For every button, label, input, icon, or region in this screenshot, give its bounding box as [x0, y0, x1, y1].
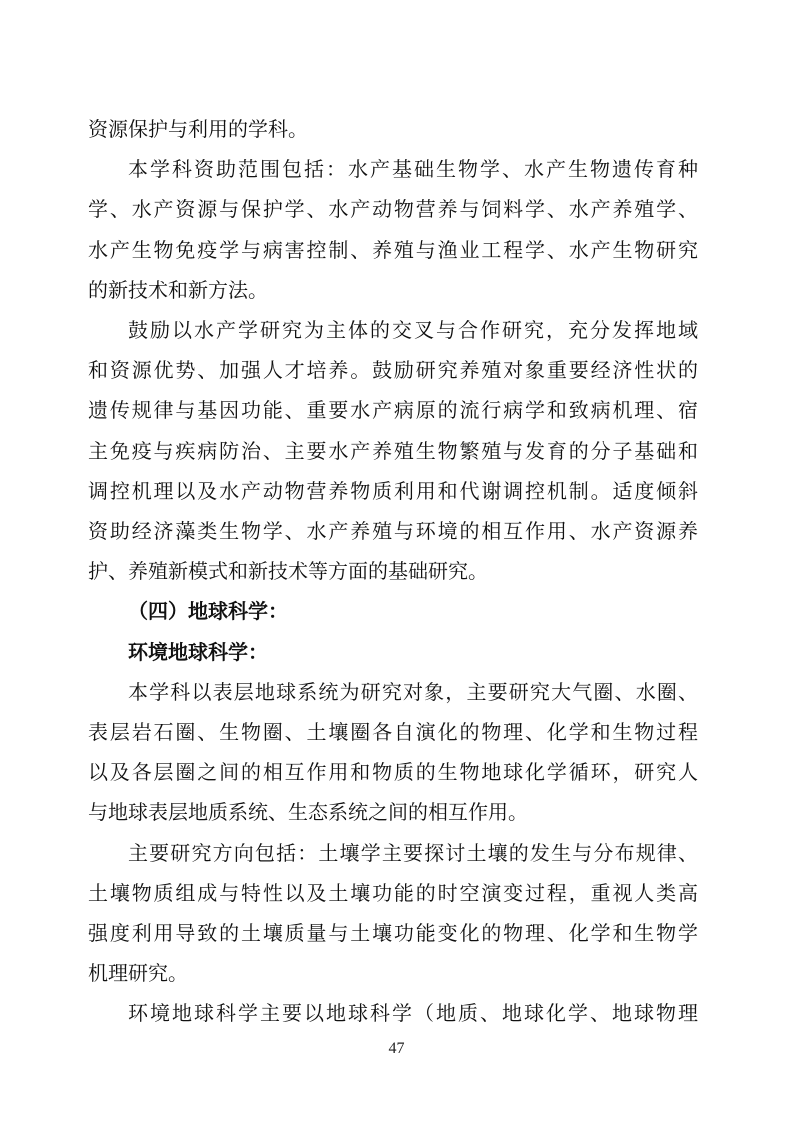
paragraph-line: 学、水产资源与保护学、水产动物营养与饲料学、水产养殖学、 — [88, 197, 698, 221]
paragraph-line: 资助经济藻类生物学、水产养殖与环境的相互作用、水产资源养 — [88, 519, 698, 543]
paragraph-line: 土壤物质组成与特性以及土壤功能的时空演变过程，重视人类高 — [88, 881, 698, 905]
paragraph-line: 护、养殖新模式和新技术等方面的基础研究。 — [88, 559, 488, 583]
paragraph-line: 机理研究。 — [88, 961, 188, 985]
paragraph-line: 强度利用导致的土壤质量与土壤功能变化的物理、化学和生物学 — [88, 921, 698, 945]
paragraph-line: 资源保护与利用的学科。 — [88, 117, 308, 141]
paragraph-line: 鼓励以水产学研究为主体的交叉与合作研究，充分发挥地域 — [128, 318, 698, 342]
paragraph-line: 主要研究方向包括：土壤学主要探讨土壤的发生与分布规律、 — [128, 841, 698, 865]
subsection-heading: 环境地球科学： — [128, 640, 268, 664]
paragraph-line: 本学科以表层地球系统为研究对象，主要研究大气圈、水圈、 — [128, 680, 698, 704]
paragraph-line: 水产生物免疫学与病害控制、养殖与渔业工程学、水产生物研究 — [88, 238, 698, 262]
page-number: 47 — [388, 1040, 405, 1057]
paragraph-line: 本学科资助范围包括：水产基础生物学、水产生物遗传育种 — [128, 157, 698, 181]
paragraph-line: 以及各层圈之间的相互作用和物质的生物地球化学循环，研究人 — [88, 760, 698, 784]
paragraph-line: 和资源优势、加强人才培养。鼓励研究养殖对象重要经济性状的 — [88, 358, 698, 382]
paragraph-line: 遗传规律与基因功能、重要水产病原的流行病学和致病机理、宿 — [88, 398, 698, 422]
paragraph-line: 主免疫与疾病防治、主要水产养殖生物繁殖与发育的分子基础和 — [88, 439, 698, 463]
paragraph-line: 表层岩石圈、生物圈、土壤圈各自演化的物理、化学和生物过程 — [88, 720, 698, 744]
paragraph-line: 环境地球科学主要以地球科学（地质、地球化学、地球物理 — [128, 1001, 698, 1025]
paragraph-line: 与地球表层地质系统、生态系统之间的相互作用。 — [88, 800, 528, 824]
section-heading: （四）地球科学： — [128, 599, 288, 623]
paragraph-line: 调控机理以及水产动物营养物质利用和代谢调控机制。适度倾斜 — [88, 479, 698, 503]
paragraph-line: 的新技术和新方法。 — [88, 278, 268, 302]
